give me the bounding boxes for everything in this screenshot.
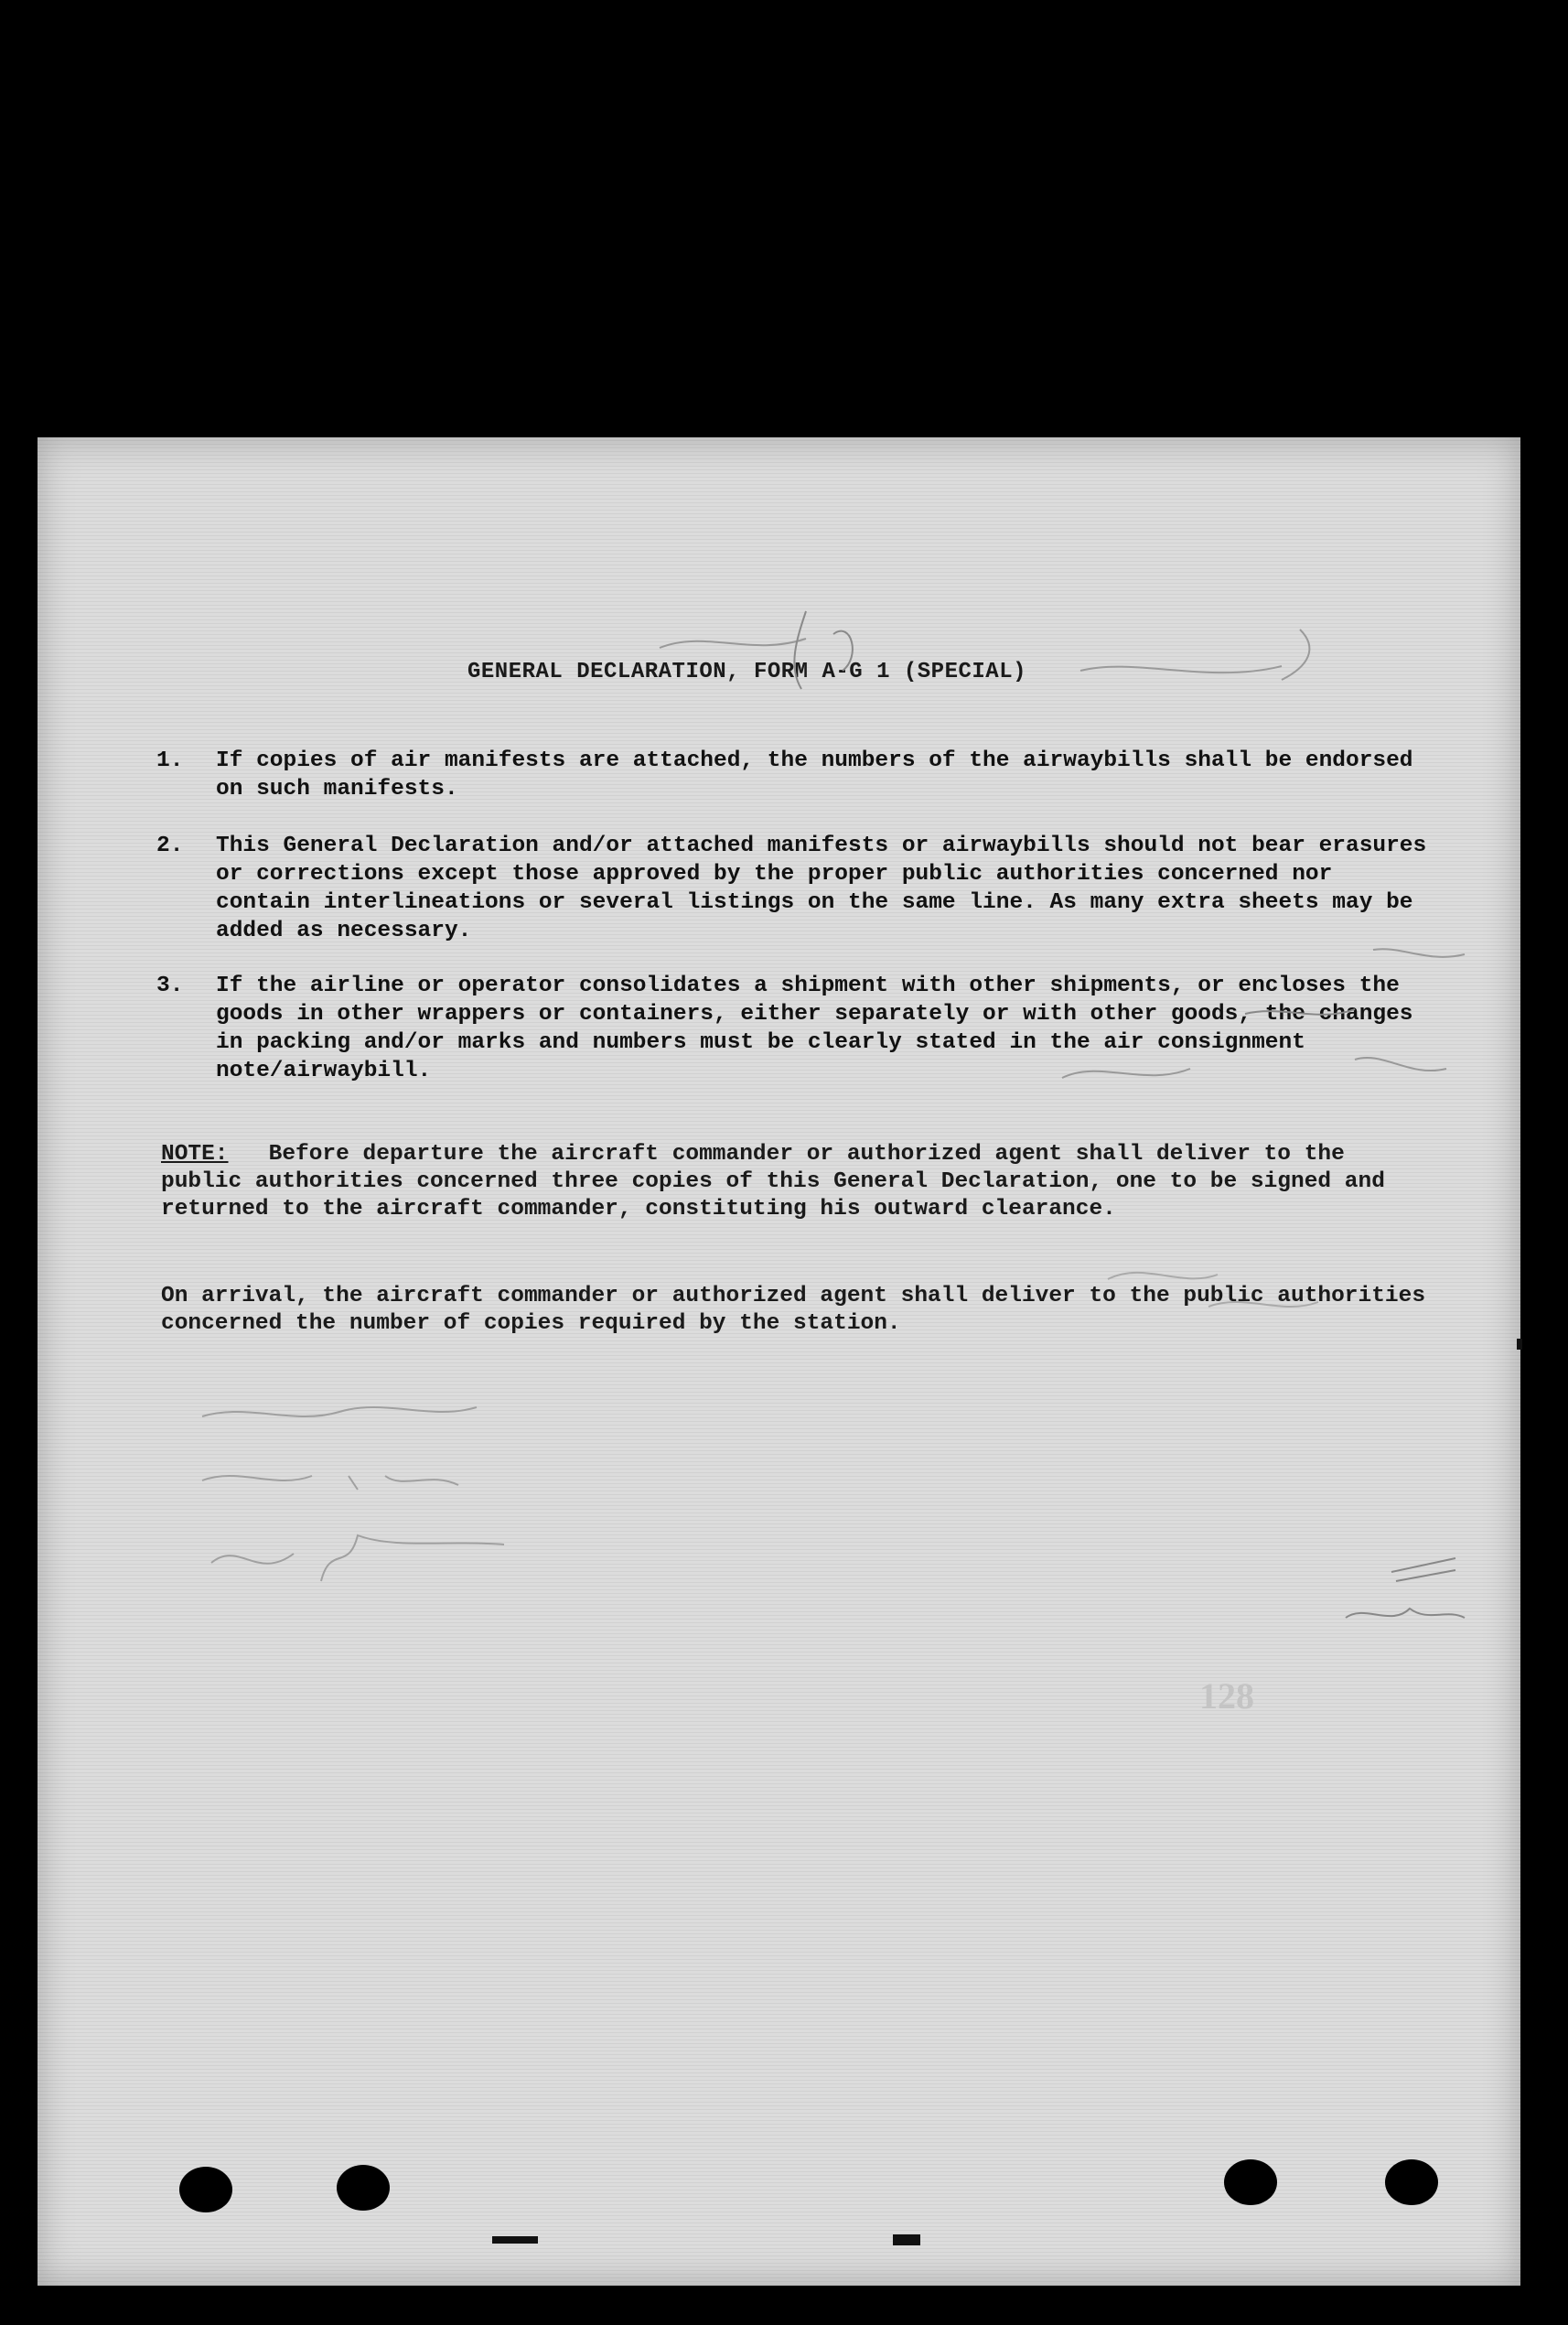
edge-mark [893,2234,920,2245]
punch-hole [1385,2159,1438,2205]
note-paragraph [161,1141,1433,1223]
stamp-number: 128 [1199,1675,1254,1717]
handwriting-scribble-arrival [1099,1252,1337,1325]
item-text: If the airline or operator consolidates a shipment with other shipments, or encloses the goods in other wrappers or containers, either separately or with other goods, the changes in packing and/or marks and numbers must be clearly stated in the air consignment note/airwaybill. [216,974,1413,1083]
handwriting-scribble-right [1007,931,1483,1114]
item-text: This General Declaration and/or attached manifests or airwaybills should not bear erasures or corrections except those approved by the proper public authorities concerned nor contain interlineations or several listings on the same line. As many extra sheets may be added as necessary. [216,834,1427,943]
arrival-paragraph: On arrival, the aircraft commander or authorized agent shall deliver to the public authorities concerned the number of copies required by the station. [161,1284,1426,1336]
item-number: 1. [156,748,184,773]
edge-mark [492,2236,538,2244]
list-item [156,747,1428,803]
item-text: If copies of air manifests are attached, the numbers of the airwaybills shall be endorsed on such manifests. [216,748,1413,802]
punch-hole [337,2165,390,2211]
punch-hole [179,2167,232,2212]
handwriting-scribble-title [623,602,1373,703]
item-number: 2. [156,834,184,858]
document-page [38,437,1520,2286]
edge-mark [1517,1339,1522,1350]
note-label: NOTE: [161,1142,229,1167]
note-text: Before departure the aircraft commander or authorized agent shall deliver to the public authorities concerned three copies of this General Declaration, one to be signed and returned to the aircraft commander, constituting his outward clearance. [161,1142,1385,1222]
handwriting-scribble-margin [1327,1554,1483,1636]
page-title: GENERAL DECLARATION, FORM A-G 1 (SPECIAL) [467,660,1026,684]
punch-hole [1224,2159,1277,2205]
handwriting-scribble-left [175,1389,596,1609]
list-item [156,832,1428,945]
item-number: 3. [156,974,184,998]
